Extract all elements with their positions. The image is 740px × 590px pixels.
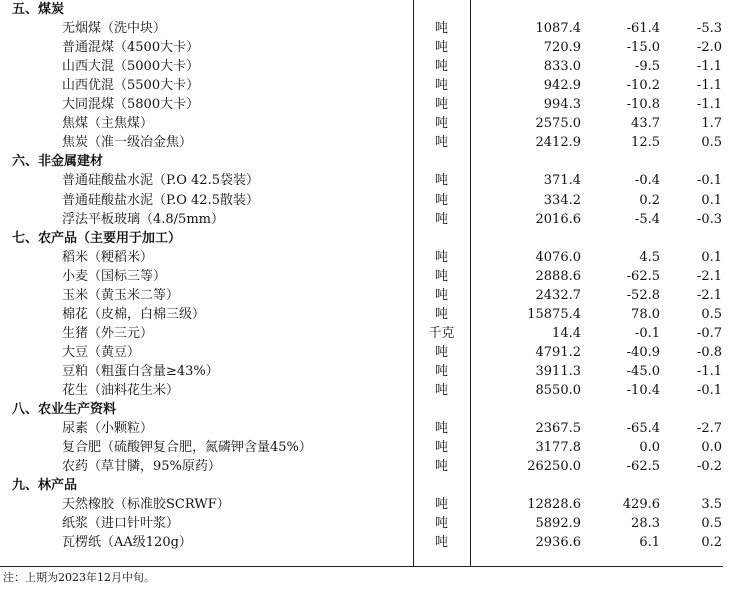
- price-cell: 26250.0: [527, 459, 581, 475]
- price-cell: 2888.6: [535, 268, 581, 284]
- section-header: [0, 476, 740, 495]
- unit-cell: 吨: [434, 440, 448, 456]
- column-divider-right: [470, 0, 471, 566]
- product-name: 生猪（外三元）: [62, 325, 154, 341]
- change-percent-cell: -2.1: [696, 287, 722, 303]
- price-cell: 2432.7: [535, 287, 581, 303]
- table-row: [0, 324, 740, 343]
- column-divider-left: [413, 0, 414, 566]
- change-percent-cell: -0.1: [696, 383, 722, 398]
- change-percent-cell: -5.3: [696, 21, 722, 37]
- unit-cell: 吨: [434, 192, 448, 208]
- unit-cell: 吨: [434, 249, 448, 265]
- change-amount-cell: -5.4: [634, 211, 660, 227]
- table-row: [0, 381, 740, 400]
- unit-cell: 吨: [434, 535, 448, 551]
- change-percent-cell: 3.5: [701, 497, 722, 513]
- change-percent-cell: -0.3: [696, 211, 722, 227]
- price-cell: 15875.4: [527, 306, 581, 322]
- product-name: 纸浆（进口针叶浆）: [62, 516, 180, 532]
- product-name: 山西大混（5000大卡）: [62, 59, 200, 75]
- change-percent-cell: 1.7: [701, 116, 722, 132]
- change-amount-cell: -0.4: [634, 173, 660, 189]
- table-row: [0, 438, 740, 457]
- unit-cell: 吨: [434, 59, 448, 75]
- product-name: 无烟煤（洗中块）: [62, 21, 167, 37]
- product-name: 普通硅酸盐水泥（P.O 42.5袋装）: [62, 173, 259, 189]
- table-row: [0, 457, 740, 476]
- change-percent-cell: -0.8: [696, 344, 722, 360]
- price-cell: 2367.5: [535, 421, 581, 437]
- product-name: 普通硅酸盐水泥（P.O 42.5散装）: [62, 192, 259, 208]
- change-percent-cell: 0.5: [701, 306, 722, 322]
- unit-cell: 吨: [434, 363, 448, 379]
- price-cell: 833.0: [543, 59, 581, 75]
- unit-cell: 吨: [434, 135, 448, 151]
- table-row: [0, 114, 740, 133]
- unit-cell: 吨: [434, 344, 448, 360]
- change-amount-cell: 78.0: [631, 306, 660, 322]
- change-percent-cell: 0.0: [701, 440, 722, 456]
- price-cell: 8550.0: [535, 383, 581, 398]
- price-cell: 3177.8: [535, 440, 581, 456]
- product-name: 大豆（黄豆）: [62, 344, 141, 360]
- table-bottom-rule: [0, 566, 723, 567]
- table-row: [0, 133, 740, 152]
- price-cell: 942.9: [543, 78, 581, 94]
- product-name: 豆粕（粗蛋白含量≥43%）: [62, 363, 219, 379]
- change-amount-cell: -0.1: [634, 325, 660, 341]
- unit-cell: 吨: [434, 40, 448, 56]
- product-name: 浮法平板玻璃（4.8/5mm）: [62, 211, 224, 227]
- unit-cell: 吨: [434, 287, 448, 303]
- price-cell: 4076.0: [535, 249, 581, 265]
- change-percent-cell: 0.5: [701, 135, 722, 151]
- table-row: [0, 248, 740, 267]
- change-amount-cell: 4.5: [639, 249, 660, 265]
- table-row: [0, 267, 740, 286]
- table-row: [0, 514, 740, 533]
- price-cell: 12828.6: [527, 497, 581, 513]
- table-row: [0, 343, 740, 362]
- price-cell: 994.3: [543, 97, 581, 113]
- unit-cell: 吨: [434, 21, 448, 37]
- product-name: 稻米（粳稻米）: [62, 249, 154, 265]
- product-name: 农药（草甘膦，95%原药）: [62, 459, 221, 475]
- price-cell: 334.2: [543, 192, 581, 208]
- unit-cell: 吨: [434, 459, 448, 475]
- unit-cell: 吨: [434, 383, 448, 398]
- unit-cell: 千克: [428, 325, 455, 341]
- change-amount-cell: 28.3: [631, 516, 660, 532]
- change-amount-cell: -10.2: [626, 78, 660, 94]
- price-cell: 5892.9: [535, 516, 581, 532]
- change-amount-cell: -65.4: [626, 421, 660, 437]
- table-row: [0, 19, 740, 38]
- price-cell: 2412.9: [535, 135, 581, 151]
- change-percent-cell: 0.2: [701, 535, 722, 551]
- price-cell: 720.9: [543, 40, 581, 56]
- unit-cell: 吨: [434, 211, 448, 227]
- price-cell: 1087.4: [535, 21, 581, 37]
- unit-cell: 吨: [434, 78, 448, 94]
- table-row: [0, 419, 740, 438]
- section-title: 九、林产品: [12, 478, 78, 494]
- product-name: 小麦（国标三等）: [62, 268, 167, 284]
- table-row: [0, 362, 740, 381]
- change-percent-cell: -0.1: [696, 173, 722, 189]
- change-amount-cell: -62.5: [626, 459, 660, 475]
- change-amount-cell: -10.8: [626, 97, 660, 113]
- footnote: 注：上期为2023年12月中旬。: [3, 571, 155, 584]
- unit-cell: 吨: [434, 516, 448, 532]
- section-title: 五、煤炭: [12, 2, 65, 17]
- product-name: 花生（油料花生米）: [62, 383, 180, 398]
- product-name: 棉花（皮棉，白棉三级）: [62, 306, 206, 322]
- product-name: 焦煤（主焦煤）: [62, 116, 154, 132]
- change-amount-cell: -15.0: [626, 40, 660, 56]
- change-percent-cell: -2.1: [696, 268, 722, 284]
- price-cell: 2016.6: [535, 211, 581, 227]
- table-row: [0, 305, 740, 324]
- section-title: 七、农产品（主要用于加工）: [12, 230, 182, 246]
- section-header: [0, 229, 740, 248]
- section-header: [0, 0, 740, 19]
- product-name: 山西优混（5500大卡）: [62, 78, 200, 94]
- unit-cell: 吨: [434, 421, 448, 437]
- change-amount-cell: -40.9: [626, 344, 660, 360]
- table-row: [0, 286, 740, 305]
- change-percent-cell: -1.1: [696, 97, 722, 113]
- change-percent-cell: -2.7: [696, 421, 722, 437]
- change-percent-cell: -1.1: [696, 78, 722, 94]
- table-row: [0, 495, 740, 514]
- change-amount-cell: -62.5: [626, 268, 660, 284]
- product-name: 大同混煤（5800大卡）: [62, 97, 200, 113]
- unit-cell: 吨: [434, 306, 448, 322]
- section-header: [0, 400, 740, 419]
- change-amount-cell: 0.2: [639, 192, 660, 208]
- change-amount-cell: -10.4: [626, 383, 660, 398]
- product-name: 瓦楞纸（AA级120g）: [62, 535, 192, 551]
- change-amount-cell: 12.5: [631, 135, 660, 151]
- unit-cell: 吨: [434, 497, 448, 513]
- change-percent-cell: 0.1: [701, 192, 722, 208]
- unit-cell: 吨: [434, 268, 448, 284]
- price-cell: 2936.6: [535, 535, 581, 551]
- section-title: 六、非金属建材: [12, 154, 104, 170]
- change-amount-cell: 6.1: [639, 535, 660, 551]
- change-percent-cell: 0.1: [701, 249, 722, 265]
- change-amount-cell: -45.0: [626, 363, 660, 379]
- change-percent-cell: -2.0: [696, 40, 722, 56]
- change-amount-cell: 0.0: [639, 440, 660, 456]
- price-cell: 2575.0: [535, 116, 581, 132]
- section-title: 八、农业生产资料: [12, 402, 117, 418]
- table-row: [0, 57, 740, 76]
- change-percent-cell: -0.2: [696, 459, 722, 475]
- table-row: [0, 533, 740, 552]
- price-cell: 14.4: [552, 325, 581, 341]
- change-percent-cell: -1.1: [696, 363, 722, 379]
- change-amount-cell: -52.8: [626, 287, 660, 303]
- price-cell: 371.4: [543, 173, 581, 189]
- price-cell: 4791.2: [535, 344, 581, 360]
- table-row: [0, 191, 740, 210]
- price-cell: 3911.3: [535, 363, 581, 379]
- change-percent-cell: -1.1: [696, 59, 722, 75]
- unit-cell: 吨: [434, 97, 448, 113]
- product-name: 焦炭（准一级冶金焦）: [62, 135, 193, 151]
- table-row: [0, 210, 740, 229]
- unit-cell: 吨: [434, 173, 448, 189]
- unit-cell: 吨: [434, 116, 448, 132]
- change-percent-cell: -0.7: [696, 325, 722, 341]
- section-header: [0, 152, 740, 171]
- product-name: 天然橡胶（标准胶SCRWF）: [62, 497, 230, 513]
- change-percent-cell: 0.5: [701, 516, 722, 532]
- table-row: [0, 76, 740, 95]
- product-name: 复合肥（硫酸钾复合肥，氮磷钾含量45%）: [62, 440, 312, 456]
- product-name: 玉米（黄玉米二等）: [62, 287, 180, 303]
- table-row: [0, 171, 740, 190]
- product-name: 尿素（小颗粒）: [62, 421, 154, 437]
- change-amount-cell: 429.6: [622, 497, 660, 513]
- table-row: [0, 95, 740, 114]
- change-amount-cell: 43.7: [631, 116, 660, 132]
- change-amount-cell: -9.5: [634, 59, 660, 75]
- product-name: 普通混煤（4500大卡）: [62, 40, 200, 56]
- table-row: [0, 38, 740, 57]
- change-amount-cell: -61.4: [626, 21, 660, 37]
